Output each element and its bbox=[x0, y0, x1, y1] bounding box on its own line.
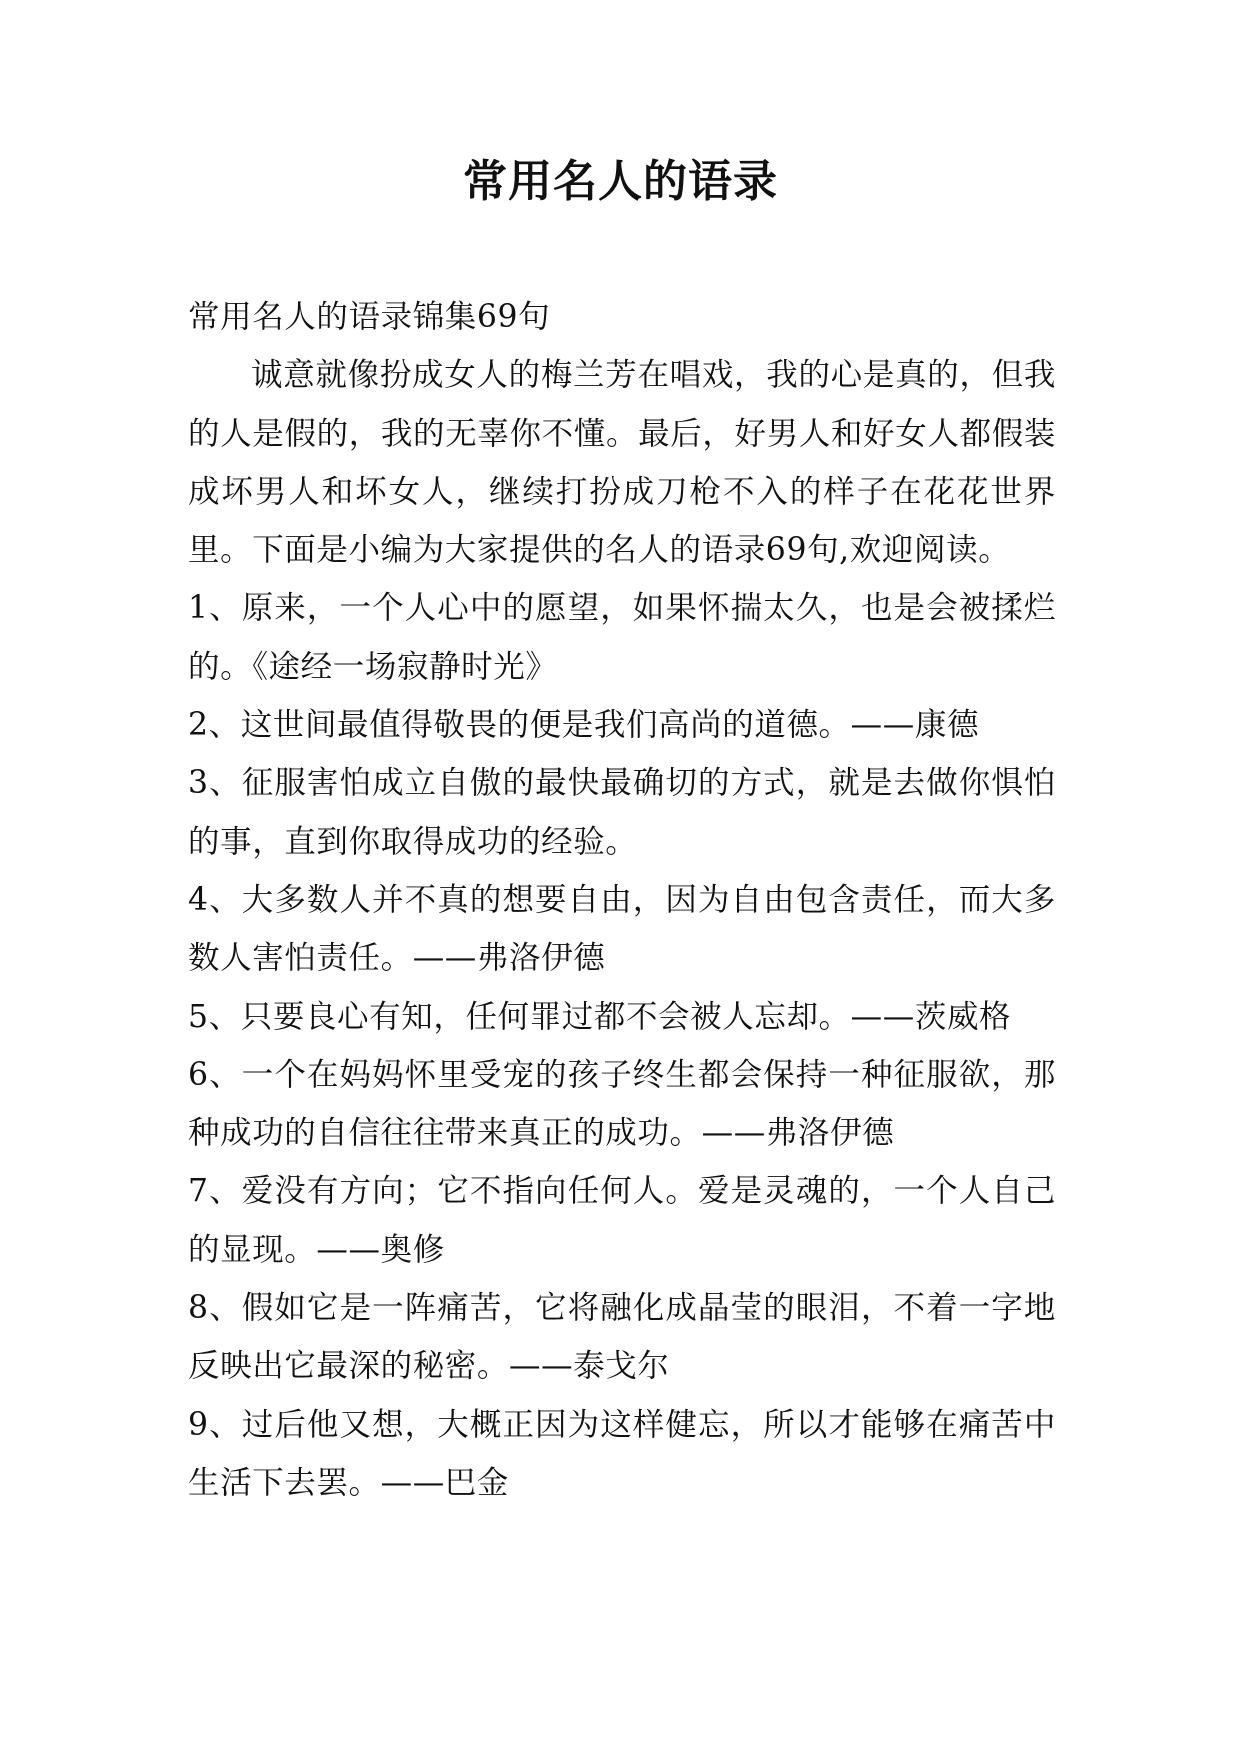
quote-item: 1、原来，一个人心中的愿望，如果怀揣太久，也是会被揉烂的。《途经一场寂静时光》 bbox=[188, 590, 1056, 685]
quote-item: 6、一个在妈妈怀里受宠的孩子终生都会保持一种征服欲，那种成功的自信往往带来真正的成功。——弗洛伊德 bbox=[188, 1056, 1056, 1152]
quote-item: 3、征服害怕成立自傲的最快最确切的方式，就是去做你惧怕的事，直到你取得成功的经验。 bbox=[188, 765, 1056, 860]
quote-item: 7、爱没有方向；它不指向任何人。爱是灵魂的，一个人自己的显现。——奥修 bbox=[188, 1173, 1056, 1268]
quote-item: 8、假如它是一阵痛苦，它将融化成晶莹的眼泪，不着一字地反映出它最深的秘密。——泰戈尔 bbox=[188, 1290, 1056, 1385]
quote-item: 9、过后他又想，大概正因为这样健忘，所以才能够在痛苦中生活下去罢。——巴金 bbox=[188, 1406, 1056, 1501]
document-subtitle: 常用名人的语录锦集69句 bbox=[188, 299, 551, 335]
quote-item: 5、只要良心有知，任何罪过都不会被人忘却。——茨威格 bbox=[188, 998, 1012, 1035]
quote-item: 2、这世间最值得敬畏的便是我们高尚的道德。——康德 bbox=[188, 707, 980, 744]
document-body bbox=[188, 288, 1056, 1512]
intro-paragraph: 诚意就像扮成女人的梅兰芳在唱戏，我的心是真的，但我的人是假的，我的无辜你不懂。最后，好男人和好女人都假装成坏男人和坏女人，继续打扮成刀枪不入的样子在花花世界里。下面是小编为大家提供的名人的语录69句,欢迎阅读。 bbox=[188, 357, 1056, 569]
document-title: 常用名人的语录 bbox=[463, 156, 778, 207]
quote-item: 4、大多数人并不真的想要自由，因为自由包含责任，而大多数人害怕责任。——弗洛伊德 bbox=[188, 881, 1056, 977]
